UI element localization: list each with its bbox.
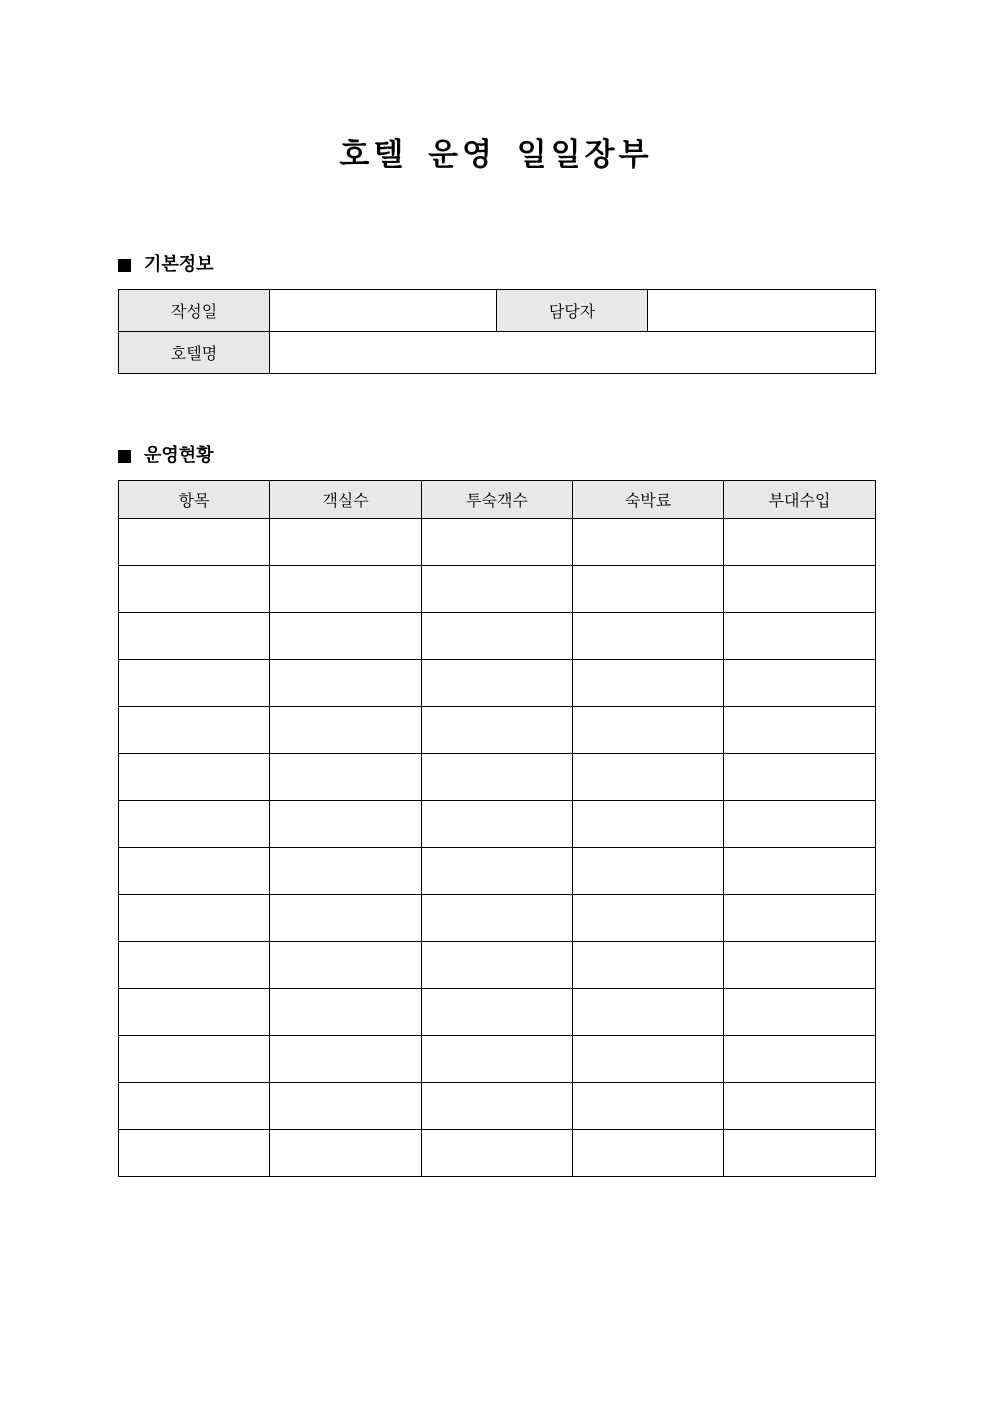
rooms-cell[interactable] [270,707,422,754]
column-header-item: 항목 [119,481,270,519]
table-row [119,1036,876,1083]
table-row [119,660,876,707]
guests-cell[interactable] [422,754,573,801]
room-rate-cell[interactable] [573,989,724,1036]
rooms-cell[interactable] [270,566,422,613]
extra-income-cell[interactable] [724,801,876,848]
item-cell[interactable] [119,848,270,895]
date-field[interactable] [270,290,497,332]
table-row [119,801,876,848]
guests-cell[interactable] [422,566,573,613]
room-rate-cell[interactable] [573,1036,724,1083]
section-heading-label: 기본정보 [144,254,214,275]
room-rate-cell[interactable] [573,613,724,660]
rooms-cell[interactable] [270,660,422,707]
rooms-cell[interactable] [270,895,422,942]
operations-table-body [119,519,876,1177]
rooms-cell[interactable] [270,848,422,895]
item-cell[interactable] [119,754,270,801]
basic-info-table [118,289,876,374]
guests-cell[interactable] [422,1130,573,1177]
guests-cell[interactable] [422,895,573,942]
manager-label: 담당자 [497,290,648,332]
guests-cell[interactable] [422,801,573,848]
table-row [119,332,876,374]
room-rate-cell[interactable] [573,519,724,566]
guests-cell[interactable] [422,848,573,895]
date-label: 작성일 [119,290,270,332]
guests-cell[interactable] [422,989,573,1036]
rooms-cell[interactable] [270,989,422,1036]
rooms-cell[interactable] [270,1130,422,1177]
extra-income-cell[interactable] [724,754,876,801]
item-cell[interactable] [119,1083,270,1130]
rooms-cell[interactable] [270,754,422,801]
column-header-extra-income: 부대수입 [724,481,876,519]
section-heading-basic-info [118,253,214,277]
table-row [119,754,876,801]
extra-income-cell[interactable] [724,895,876,942]
table-row [119,895,876,942]
room-rate-cell[interactable] [573,801,724,848]
room-rate-cell[interactable] [573,707,724,754]
item-cell[interactable] [119,1130,270,1177]
column-header-rooms: 객실수 [270,481,422,519]
section-heading-label: 운영현황 [144,445,214,466]
guests-cell[interactable] [422,613,573,660]
item-cell[interactable] [119,566,270,613]
room-rate-cell[interactable] [573,895,724,942]
extra-income-cell[interactable] [724,942,876,989]
square-bullet-icon [118,450,131,463]
item-cell[interactable] [119,1036,270,1083]
item-cell[interactable] [119,895,270,942]
room-rate-cell[interactable] [573,1083,724,1130]
extra-income-cell[interactable] [724,1083,876,1130]
table-row [119,519,876,566]
extra-income-cell[interactable] [724,1036,876,1083]
item-cell[interactable] [119,660,270,707]
item-cell[interactable] [119,707,270,754]
page-title: 호텔 운영 일일장부 [339,137,653,173]
room-rate-cell[interactable] [573,754,724,801]
rooms-cell[interactable] [270,1083,422,1130]
table-row [119,566,876,613]
room-rate-cell[interactable] [573,848,724,895]
table-row [119,1083,876,1130]
table-row [119,290,876,332]
item-cell[interactable] [119,801,270,848]
extra-income-cell[interactable] [724,989,876,1036]
rooms-cell[interactable] [270,613,422,660]
room-rate-cell[interactable] [573,1130,724,1177]
rooms-cell[interactable] [270,942,422,989]
guests-cell[interactable] [422,942,573,989]
room-rate-cell[interactable] [573,942,724,989]
extra-income-cell[interactable] [724,848,876,895]
extra-income-cell[interactable] [724,519,876,566]
table-row [119,1130,876,1177]
table-row [119,942,876,989]
table-row [119,613,876,660]
item-cell[interactable] [119,613,270,660]
square-bullet-icon [118,259,131,272]
rooms-cell[interactable] [270,519,422,566]
extra-income-cell[interactable] [724,660,876,707]
extra-income-cell[interactable] [724,707,876,754]
column-header-room-rate: 숙박료 [573,481,724,519]
guests-cell[interactable] [422,519,573,566]
rooms-cell[interactable] [270,1036,422,1083]
operations-table [118,480,876,1177]
extra-income-cell[interactable] [724,566,876,613]
table-row [119,989,876,1036]
guests-cell[interactable] [422,707,573,754]
room-rate-cell[interactable] [573,566,724,613]
section-heading-operations [118,444,214,468]
guests-cell[interactable] [422,660,573,707]
rooms-cell[interactable] [270,801,422,848]
manager-field[interactable] [648,290,876,332]
item-cell[interactable] [119,942,270,989]
table-row [119,707,876,754]
extra-income-cell[interactable] [724,613,876,660]
item-cell[interactable] [119,989,270,1036]
hotel-name-label: 호텔명 [119,332,270,374]
extra-income-cell[interactable] [724,1130,876,1177]
guests-cell[interactable] [422,1036,573,1083]
guests-cell[interactable] [422,1083,573,1130]
room-rate-cell[interactable] [573,660,724,707]
table-header-row [119,481,876,519]
column-header-guests: 투숙객수 [422,481,573,519]
table-row [119,848,876,895]
item-cell[interactable] [119,519,270,566]
hotel-name-field[interactable] [270,332,876,374]
